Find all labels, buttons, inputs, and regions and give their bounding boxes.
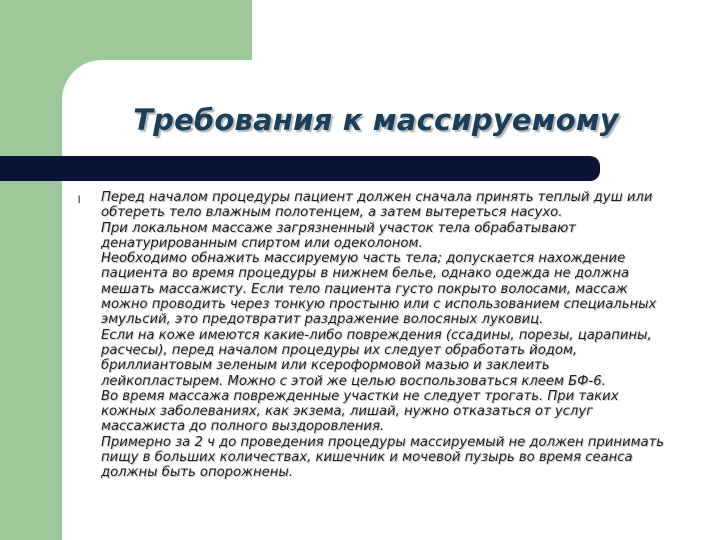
- slide-body: [101, 190, 667, 481]
- paragraph-food: Примерно за 2 ч до проведения процедуры массируемый не должен принимать пищу в больших количествах, кишечник и мочевой пузырь во время сеанса должны быть опорожнены.: [101, 434, 665, 481]
- title-divider-bar: [0, 156, 600, 181]
- paragraph-skin-diseases: Во время массажа поврежденные участки не следует трогать. При таких кожных заболеваниях, как экзема, лишай, нужно отказаться от услуг массажиста до полного выздоровления.: [101, 388, 619, 435]
- paragraph-skin-damage: Если на коже имеются какие-либо повреждения (ссадины, порезы, царапины, расчесы), перед началом процедуры их следует обработать йодом, бриллиантовым зеленым или ксероформовой мазью и заклеить лейкопластырем. Можно с этой же целью воспользоваться клеем БФ-6.: [101, 327, 652, 389]
- slide-title: Требования к массируемому: [133, 103, 619, 137]
- paragraph-local-massage: При локальном массаже загрязненный участок тела обрабатывают денатурированным спиртом или одеколоном.: [101, 220, 576, 251]
- bullet-icon: l: [78, 195, 81, 206]
- paragraph-shower: Перед началом процедуры пациент должен сначала принять теплый душ или обтереть тело влажным полотенцем, а затем вытереться насухо.: [101, 190, 653, 221]
- paragraph-undress: Необходимо обнажить массируемую часть тела; допускается нахождение пациента во время процедуры в нижнем белье, однако одежда не должна мешать массажисту. Если тело пациента густо покрыто волосами, массаж можно проводить через тонкую простыню или с использованием специальных эмульсий, это предотвратит раздражение волосяных луковиц.: [101, 251, 657, 328]
